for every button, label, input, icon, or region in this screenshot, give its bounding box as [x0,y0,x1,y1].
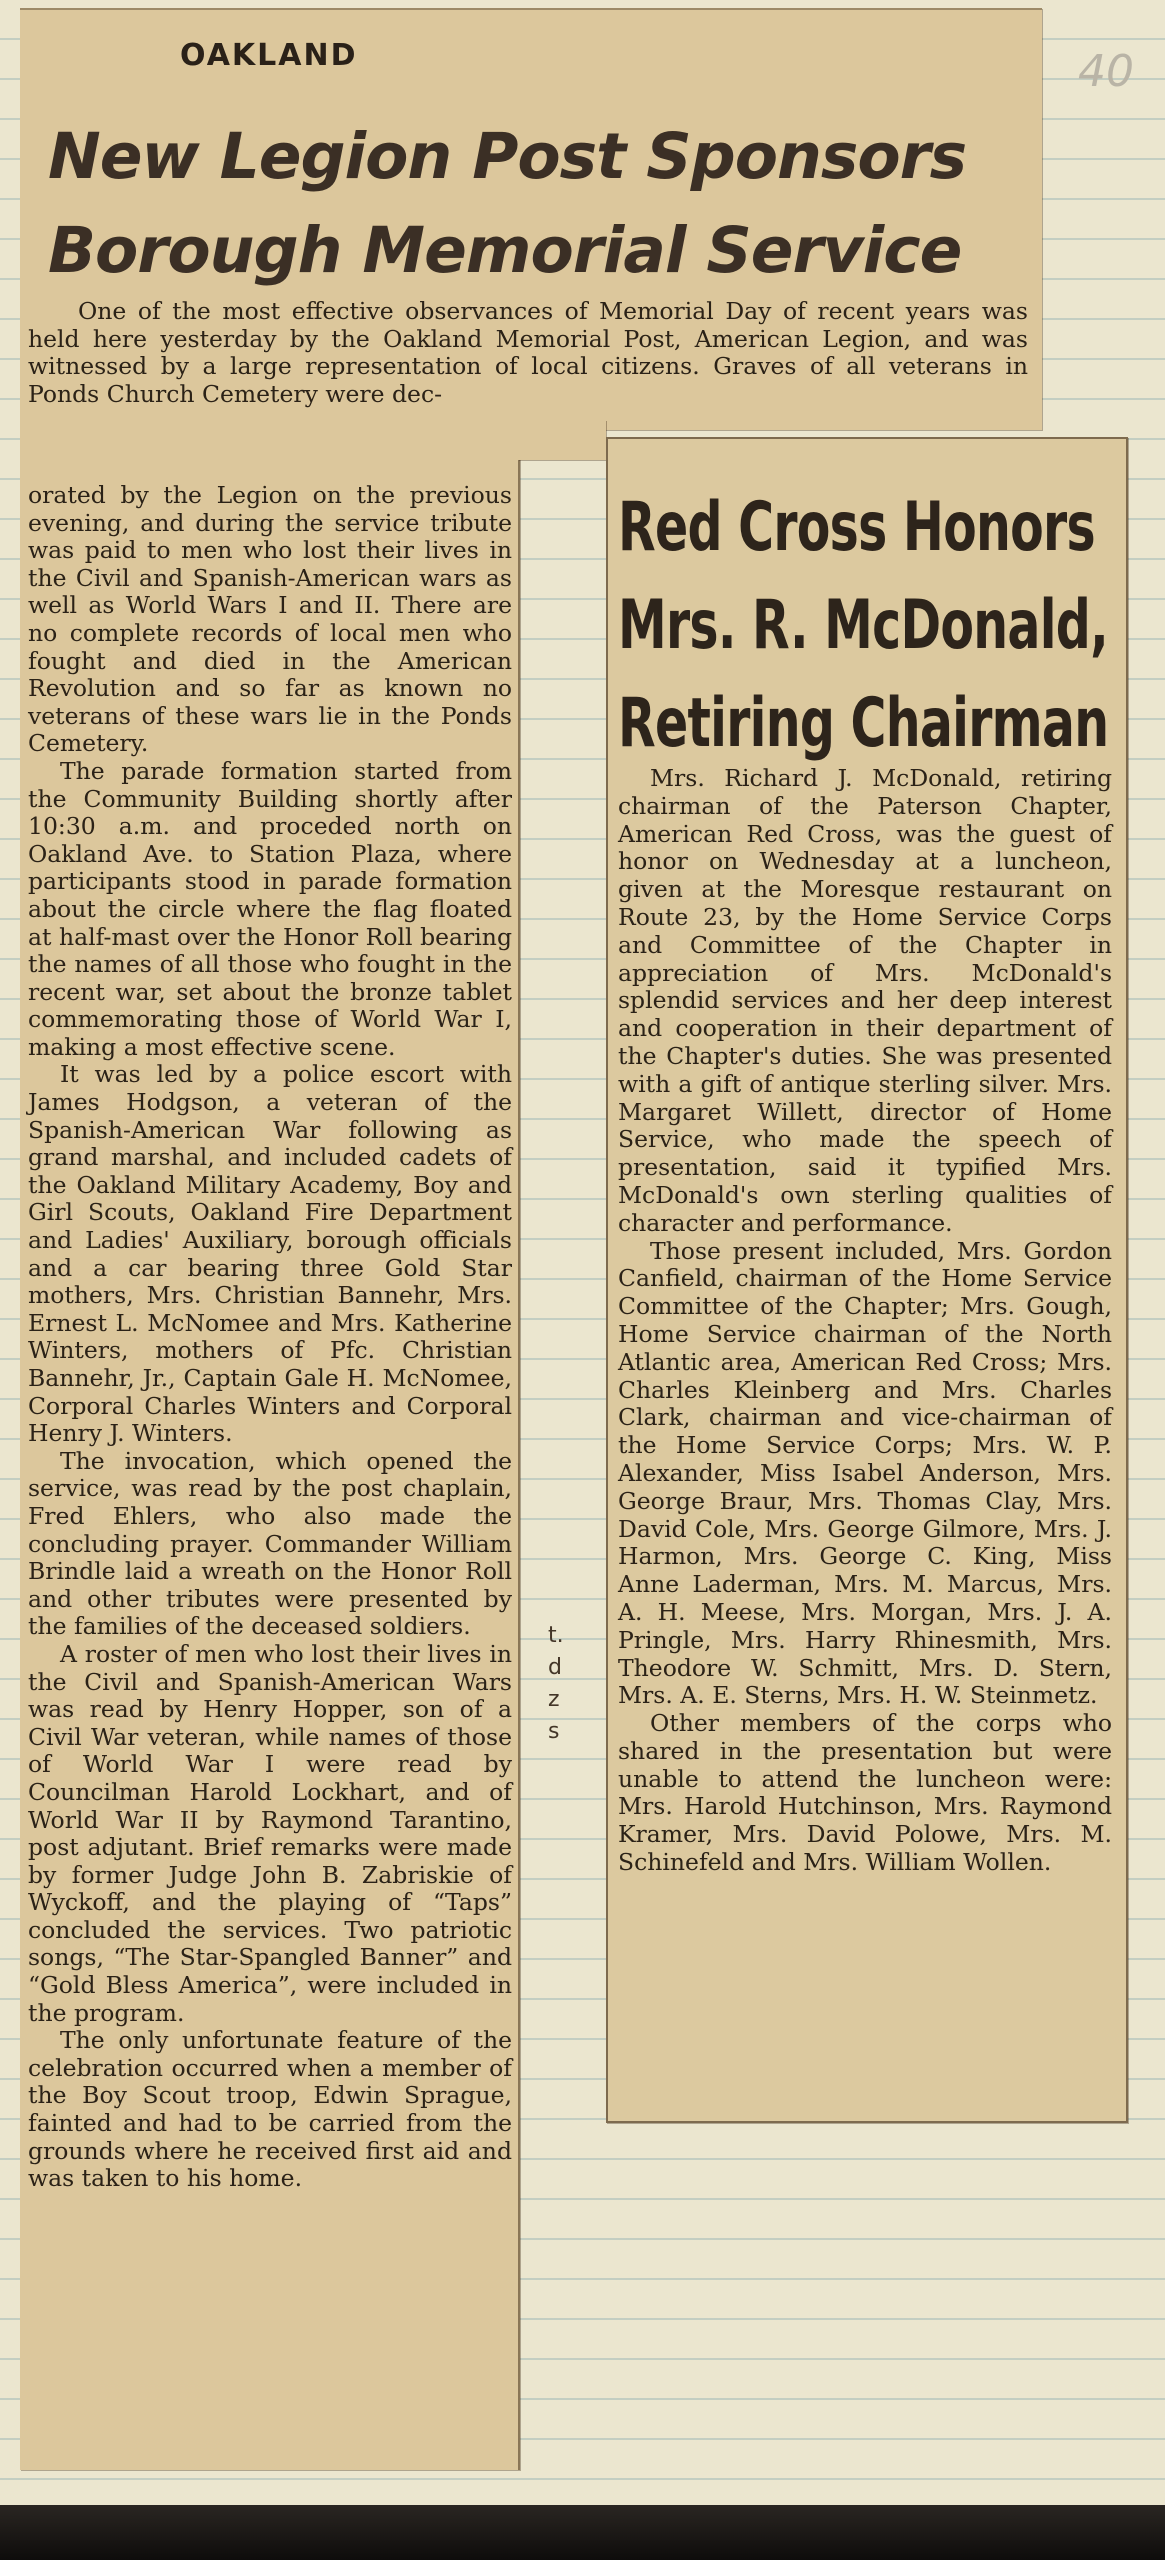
headline-line: Red Cross Honors [618,488,1095,567]
page-number: 40 [1078,46,1134,97]
red-cross-article-body [618,765,1112,1877]
article-paragraph: The parade formation started from the Community Building shortly after 10:30 a.m. and proceded north on Oakland Ave. to Station Plaza, where participants stood in parade formation about the circle where the flag floated at half-mast over the Honor Roll bearing the names of all those who fought in the recent war, set about the bronze tablet commemorating those of World War I, making a most effective scene. [28,756,512,1061]
edge-letter: s [548,1719,560,1744]
page-bottom-edge [0,2505,1165,2560]
article-paragraph: The invocation, which opened the service, was read by the post chaplain, Fred Ehlers, who also made the concluding prayer. Commander William Brindle laid a wreath on the Honor Roll and other tributes were presented by the families of the deceased soldiers. [28,1446,512,1641]
oakland-clipping-tab [518,420,606,460]
red-cross-headline [618,479,1109,773]
red-cross-clipping [606,437,1128,2123]
edge-letter: t. [548,1623,564,1648]
torn-edge-fragment [548,1620,564,1748]
article-paragraph: Mrs. Richard J. McDonald, retiring chairman of the Paterson Chapter, American Red Cross, was the guest of honor on Wednesday at a luncheon, given at the Moresque restaurant on Route 23, by the Home Service Corps and Committee of the Chapter in appreciation of Mrs. McDonald's splendid services and her deep interest and cooperation in their department of the Chapter's duties. She was presented with a gift of antique sterling silver. Mrs. Margaret Willett, director of Home Service, who made the speech of presentation, said it typified Mrs. McDonald's own sterling qualities of character and performance. [618,764,1112,1237]
oakland-headline: New Legion Post Sponsors Borough Memorial Service [48,120,967,287]
headline-line: Retiring Chairman [618,684,1109,763]
article-paragraph: It was led by a police escort with James Hodgson, a veteran of the Spanish-American War following as grand marshal, and included cadets of the Oakland Military Academy, Boy and Girl Scouts, Oakland Fire Department and Ladies' Auxiliary, borough officials and a car bearing three Gold Star mothers, Mrs. Christian Bannehr, Mrs. Ernest L. McNomee and Mrs. Katherine Winters, mothers of Pfc. Christian Bannehr, Jr., Captain Gale H. McNomee, Corporal Charles Winters and Corporal Henry J. Winters. [28,1060,512,1448]
headline-line: Mrs. R. McDonald, [618,586,1109,665]
oakland-article-body [28,482,512,2193]
article-paragraph: Other members of the corps who shared in the presentation but were unable to attend the luncheon were: Mrs. Harold Hutchinson, Mrs. Raymond Kramer, Mrs. David Polowe, Mrs. M. Schinefeld and Mrs. William Wollen. [618,1709,1112,1877]
edge-letter: d [548,1655,562,1680]
article-paragraph: A roster of men who lost their lives in the Civil and Spanish-American Wars was read by Henry Hopper, son of a Civil War veteran, while names of those of World War I were read by Councilman Harold Lockhart, and of World War II by Raymond Tarantino, post adjutant. Brief remarks were made by former Judge John B. Zabriskie of Wyckoff, and the playing of “Taps” concluded the services. Two patriotic songs, “The Star-Spangled Banner” and “Gold Bless America”, were included in the program. [28,1639,512,2027]
edge-letter: z [548,1687,560,1712]
dateline: OAKLAND [180,38,358,73]
oakland-lead-paragraph: One of the most effective observances of Memorial Day of recent years was held here yesterday by the Oakland Memorial Post, American Legion, and was witnessed by a large representation of local citizens. Graves of all veterans in Ponds Church Cemetery were dec- [28,297,1028,408]
article-paragraph: Those present included, Mrs. Gordon Canfield, chairman of the Home Service Committee of the Chapter; Mrs. Gough, Home Service chairman of the North Atlantic area, American Red Cross; Mrs. Charles Kleinberg and Mrs. Charles Clark, chairman and vice-chairman of the Home Service Corps; Mrs. W. P. Alexander, Miss Isabel Anderson, Mrs. George Braur, Mrs. Thomas Clay, Mrs. David Cole, Mrs. George Gilmore, Mrs. J. Harmon, Mrs. George C. King, Miss Anne Laderman, Mrs. M. Marcus, Mrs. A. H. Meese, Mrs. Morgan, Mrs. J. A. Pringle, Mrs. Harry Rhinesmith, Mrs. Theodore W. Schmitt, Mrs. D. Stern, Mrs. A. E. Sterns, Mrs. H. W. Steinmetz. [618,1236,1112,1710]
article-paragraph: The only unfortunate feature of the celebration occurred when a member of the Boy Scout troop, Edwin Sprague, fainted and had to be carried from the grounds where he received first aid and was taken to his home. [28,2026,512,2193]
article-paragraph: orated by the Legion on the previous evening, and during the service tribute was paid to men who lost their lives in the Civil and Spanish-American wars as well as World Wars I and II. There are no complete records of local men who fought and died in the American Revolution and so far as known no veterans of these wars lie in the Ponds Cemetery. [28,481,512,758]
